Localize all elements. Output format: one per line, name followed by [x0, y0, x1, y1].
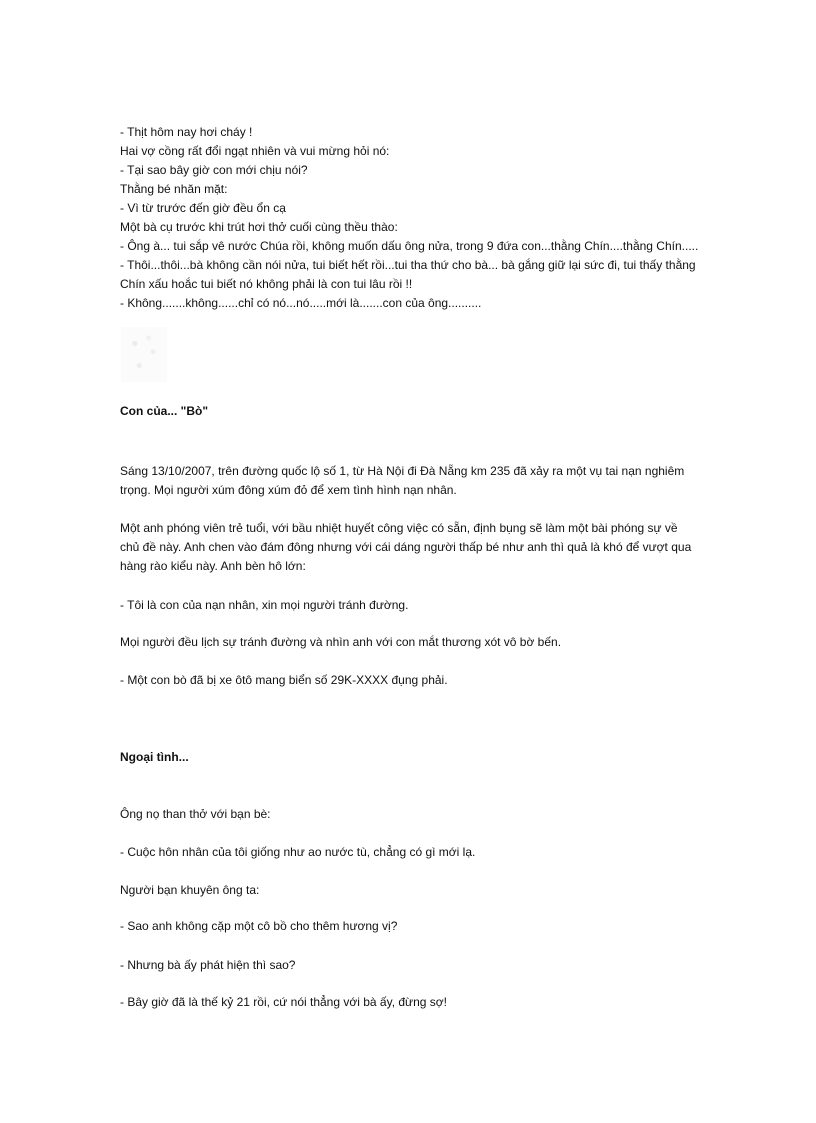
section-2-paragraph-4: Mọi người đều lịch sự tránh đường và nhìn anh với con mắt thương xót vô bờ bến.	[120, 635, 562, 649]
section-3-paragraph-4: - Sao anh không cặp một cô bồ cho thêm hương vị?	[120, 919, 398, 933]
section-2-title: Con của... "Bò"	[120, 404, 209, 418]
section-2-paragraph-3: - Tôi là con của nạn nhân, xin mọi người tránh đường.	[120, 598, 409, 612]
section-3-paragraph-1: Ông nọ than thở với bạn bè:	[120, 807, 271, 821]
section-3-paragraph-6: - Bây giờ đã là thế kỷ 21 rồi, cứ nói thẳng với bà ấy, đừng sợ!	[120, 995, 447, 1009]
faded-image	[121, 327, 167, 382]
text-line: - Thôi...thôi...bà không cần nói nửa, tui biết hết rồi...tui tha thứ cho bà... bà gắng giữ lại sức đi, tui thấy thằng	[120, 258, 696, 272]
section-3-title: Ngoại tình...	[120, 750, 189, 764]
text-line: - Tại sao bây giờ con mới chịu nói?	[120, 163, 308, 177]
text-line: Một bà cụ trước khi trút hơi thở cuối cùng thều thào:	[120, 220, 398, 234]
text-line: Thằng bé nhăn mặt:	[120, 182, 228, 196]
text-line: - Vì từ trước đến giờ đều ổn cạ	[120, 201, 286, 215]
section-1-text	[120, 123, 700, 313]
text-line: - Thịt hôm nay hơi cháy !	[120, 125, 253, 139]
text-line: - Không.......không......chỉ có nó...nó.....mới là.......con của ông..........	[120, 296, 482, 310]
text-line: Hai vợ cồng rất đổi ngạt nhiên và vui mừng hỏi nó:	[120, 144, 390, 158]
section-3-paragraph-3: Người bạn khuyên ông ta:	[120, 883, 260, 897]
section-3-paragraph-2: - Cuộc hôn nhân của tôi giống như ao nước tù, chẳng có gì mới lạ.	[120, 845, 476, 859]
section-2-paragraph-1: Sáng 13/10/2007, trên đường quốc lộ số 1, từ Hà Nội đi Đà Nẵng km 235 đã xảy ra một vụ tai nạn nghiêm trọng. Mọi người xúm đông xúm đỏ để xem tình hình nạn nhân.	[120, 464, 685, 497]
text-line: - Ông à... tui sắp vê nước Chúa rồi, không muốn dấu ông nửa, trong 9 đứa con...thằng Chín....thằng Chín.....	[120, 239, 699, 253]
section-3-paragraph-5: - Nhưng bà ấy phát hiện thì sao?	[120, 958, 296, 972]
text-line: Chín xấu hoắc tui biết nó không phải là con tui lâu rồi !!	[120, 277, 413, 291]
section-2-paragraph-5: - Một con bò đã bị xe ôtô mang biển số 29K-XXXX đụng phải.	[120, 673, 448, 687]
section-2-paragraph-2: Một anh phóng viên trẻ tuổi, với bầu nhiệt huyết công việc có sẵn, định bụng sẽ làm một bài phóng sự về chủ đề này. Anh chen vào đám đông nhưng với cái dáng người thấp bé như anh thì quả là khó để vượt qua hàng rào kiểu này. Anh bèn hô lớn:	[120, 521, 692, 573]
